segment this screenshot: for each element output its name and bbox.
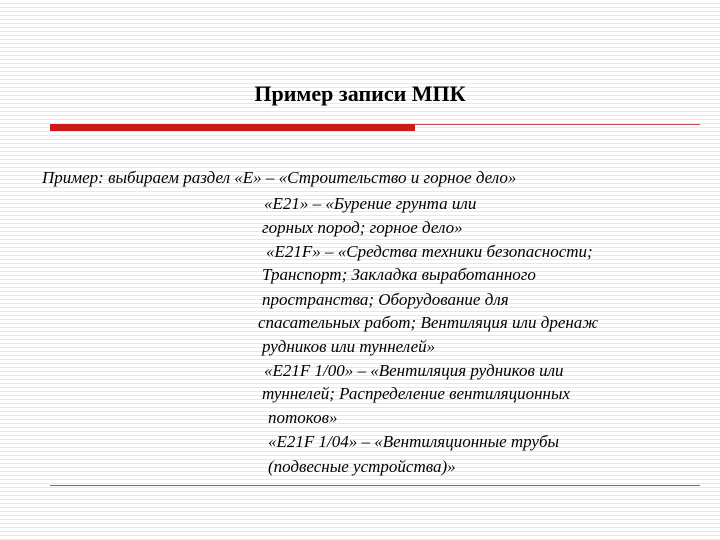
- group-e21f-1-00-line-cont-1: туннелей; Распределение вентиляционных: [262, 384, 571, 403]
- class-e21-line-cont: горных пород; горное дело»: [262, 218, 463, 237]
- subgroup-e21f-1-04-line-cont: (подвесные устройства)»: [268, 457, 456, 476]
- slide-title: Пример записи МПК: [254, 81, 466, 106]
- title-accent-bar: [50, 124, 415, 131]
- subclass-e21f-line-cont-1: Транспорт; Закладка выработанного: [262, 265, 536, 284]
- subclass-e21f-line-cont-2: пространства; Оборудование для: [262, 290, 509, 309]
- example-intro-line: Пример: выбираем раздел «E» – «Строительство и горное дело»: [42, 168, 517, 187]
- subclass-e21f-line: «E21F» – «Средства техники безопасности;: [266, 242, 593, 261]
- subclass-e21f-line-cont-4: рудников или туннелей»: [262, 337, 436, 356]
- bottom-divider-line: [50, 485, 700, 486]
- group-e21f-1-00-line-cont-2: потоков»: [268, 408, 338, 427]
- group-e21f-1-00-line: «E21F 1/00» – «Вентиляция рудников или: [264, 361, 564, 380]
- subgroup-e21f-1-04-line: «E21F 1/04» – «Вентиляционные трубы: [268, 432, 560, 451]
- subclass-e21f-line-cont-3: спасательных работ; Вентиляция или дренаж: [258, 313, 599, 332]
- class-e21-line: «E21» – «Бурение грунта или: [264, 194, 477, 213]
